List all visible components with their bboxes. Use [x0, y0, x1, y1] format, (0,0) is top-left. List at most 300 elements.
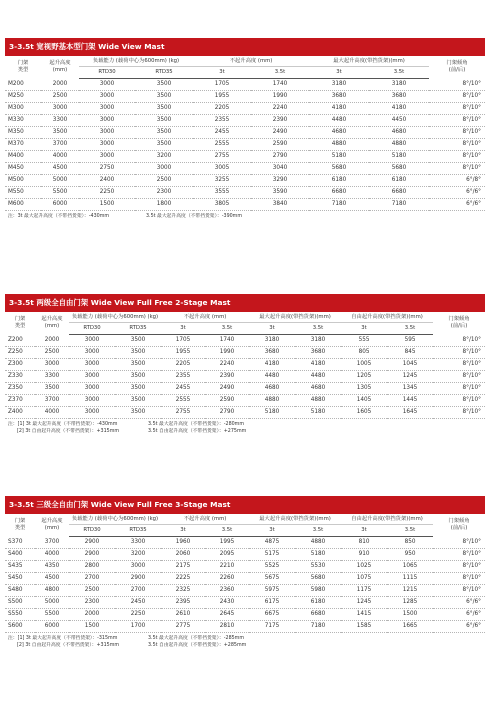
- table-cell: 1175: [341, 585, 387, 597]
- table-cell: 2590: [251, 139, 309, 151]
- table-cell: 4480: [249, 371, 295, 383]
- table-cell: 4180: [249, 359, 295, 371]
- table-cell: 910: [341, 549, 387, 561]
- col-3t: 3t: [161, 323, 205, 335]
- table-cell: 3000: [115, 561, 161, 573]
- table-cell: 2000: [69, 609, 115, 621]
- table-row: [5, 199, 485, 211]
- mast-type-cell: S500: [5, 597, 35, 609]
- table-cell: 4000: [41, 151, 79, 163]
- table-cell: 1415: [341, 609, 387, 621]
- table-cell: 4880: [369, 139, 429, 151]
- table-cell: 2755: [161, 407, 205, 419]
- table-cell: 2700: [115, 585, 161, 597]
- table-cell: 2210: [205, 561, 249, 573]
- table-cell: 2395: [161, 597, 205, 609]
- note: 3.5t 最大起升高度（不带挡货架）：-280mm: [148, 422, 245, 427]
- col-capacity: 负载能力 (载荷中心为600mm) (kg): [71, 515, 159, 522]
- table-cell: 2900: [69, 549, 115, 561]
- table-cell: 3500: [115, 359, 161, 371]
- table-cell: 5180: [309, 151, 369, 163]
- col-rtd30: RTD30: [69, 323, 115, 335]
- table-cell: 950: [387, 549, 433, 561]
- table-cell: 4880: [249, 395, 295, 407]
- table-cell: 5500: [35, 609, 69, 621]
- table-cell: 3680: [309, 91, 369, 103]
- note: 注：3t 最大起升高度（不带挡货架）：-430mm: [8, 214, 110, 219]
- table-cell: 2095: [205, 549, 249, 561]
- table-cell: 1740: [205, 335, 249, 347]
- mast-type-cell: Z300: [5, 359, 35, 371]
- table-cell: 3500: [135, 79, 193, 91]
- col-max-height: 最大起升高度(带挡货架)(mm): [259, 313, 331, 320]
- col-max-height: 最大起升高度(带挡货架)(mm): [259, 515, 331, 522]
- basic-mast-table: [5, 56, 485, 211]
- table-cell: 4480: [295, 371, 341, 383]
- section-title: 3-3.5t 两级全自由门架 Wide View Full Free 2-Stage Mast: [5, 294, 485, 312]
- mast-type-cell: Z350: [5, 383, 35, 395]
- col-max-height: 最大起升高度(带挡货架)(mm): [333, 57, 405, 64]
- table-cell: 4180: [369, 103, 429, 115]
- full-free-3-stage-table: [5, 514, 485, 633]
- table-cell: 2555: [193, 139, 251, 151]
- table-cell: 3500: [135, 91, 193, 103]
- mast-type-cell: M350: [5, 127, 41, 139]
- mast-type-cell: S480: [5, 585, 35, 597]
- table-cell: 1800: [135, 199, 193, 211]
- table-cell: 850: [387, 537, 433, 549]
- col-lowered-height: 不起升高度 (mm): [183, 313, 227, 320]
- table-cell: 8°/10°: [433, 383, 485, 395]
- table-cell: 3000: [79, 91, 135, 103]
- table-cell: 1205: [341, 371, 387, 383]
- col-free-lift: 自由起升高度(带挡货架)(mm): [351, 515, 423, 522]
- table-cell: 2490: [205, 383, 249, 395]
- table-cell: 1215: [387, 585, 433, 597]
- table-cell: 6°/6°: [433, 597, 485, 609]
- table-cell: 3555: [193, 187, 251, 199]
- col-3-5t: 3.5t: [387, 525, 433, 537]
- mast-type-cell: M300: [5, 103, 41, 115]
- col-capacity: 负载能力 (载荷中心为600mm) (kg): [92, 57, 180, 64]
- table-cell: 1705: [161, 335, 205, 347]
- table-cell: 1990: [251, 91, 309, 103]
- table-body: [5, 335, 485, 419]
- col-rtd30: RTD30: [79, 67, 135, 79]
- table-cell: 6675: [249, 609, 295, 621]
- table-cell: 2490: [251, 127, 309, 139]
- table-cell: 3000: [79, 127, 135, 139]
- table-cell: 6680: [295, 609, 341, 621]
- col-type: 门架 类型: [14, 316, 26, 330]
- notes: [5, 635, 485, 649]
- col-type: 门架 类型: [17, 60, 29, 74]
- mast-type-cell: Z400: [5, 407, 35, 419]
- table-row: [5, 151, 485, 163]
- col-free-lift: 自由起升高度(带挡货架)(mm): [351, 313, 423, 320]
- table-row: [5, 103, 485, 115]
- note: 3.5t 最大起升高度（不带挡货架）：-285mm: [148, 636, 245, 641]
- table-row: [5, 609, 485, 621]
- table-cell: 5675: [249, 573, 295, 585]
- table-cell: 3680: [369, 91, 429, 103]
- table-cell: 3500: [135, 115, 193, 127]
- table-cell: 2500: [69, 585, 115, 597]
- table-cell: 2455: [161, 383, 205, 395]
- table-cell: 2450: [115, 597, 161, 609]
- table-cell: 3000: [79, 139, 135, 151]
- table-row: [5, 371, 485, 383]
- table-cell: 4000: [35, 549, 69, 561]
- table-cell: 1665: [387, 621, 433, 633]
- mast-type-cell: M400: [5, 151, 41, 163]
- table-cell: 1445: [387, 395, 433, 407]
- table-cell: 8°/10°: [429, 127, 485, 139]
- col-3t: 3t: [341, 323, 387, 335]
- mast-type-cell: Z200: [5, 335, 35, 347]
- table-cell: 4680: [369, 127, 429, 139]
- table-cell: 3000: [79, 115, 135, 127]
- table-cell: 595: [387, 335, 433, 347]
- table-row: [5, 187, 485, 199]
- note: 3.5t 最大起升高度（不带挡货架）：-390mm: [146, 214, 243, 219]
- table-cell: 3680: [295, 347, 341, 359]
- col-lift-height: 起升高度 (mm): [41, 316, 63, 330]
- section-title: 3-3.5t 三级全自由门架 Wide View Full Free 3-Stage Mast: [5, 496, 485, 514]
- table-cell: 8°/10°: [433, 537, 485, 549]
- table-cell: 8°/10°: [429, 91, 485, 103]
- table-cell: 1955: [193, 91, 251, 103]
- table-cell: 2750: [79, 163, 135, 175]
- table-cell: 5180: [295, 549, 341, 561]
- table-cell: 2240: [251, 103, 309, 115]
- table-cell: 4480: [309, 115, 369, 127]
- table-cell: 555: [341, 335, 387, 347]
- mast-type-cell: M500: [5, 175, 41, 187]
- mast-type-cell: S550: [5, 609, 35, 621]
- col-3t: 3t: [161, 525, 205, 537]
- table-cell: 8°/10°: [433, 407, 485, 419]
- table-cell: 2390: [251, 115, 309, 127]
- table-cell: 3000: [69, 347, 115, 359]
- table-cell: 3300: [41, 115, 79, 127]
- mast-type-cell: Z330: [5, 371, 35, 383]
- table-row: [5, 127, 485, 139]
- table-cell: 3000: [79, 151, 135, 163]
- table-cell: 6000: [41, 199, 79, 211]
- table-row: [5, 561, 485, 573]
- table-cell: 8°/10°: [433, 549, 485, 561]
- table-cell: 2400: [79, 175, 135, 187]
- mast-type-cell: S450: [5, 573, 35, 585]
- table-cell: 5000: [35, 597, 69, 609]
- table-cell: 3500: [35, 383, 69, 395]
- table-row: [5, 549, 485, 561]
- table-body: [5, 79, 485, 211]
- table-cell: 3680: [249, 347, 295, 359]
- table-cell: 3180: [295, 335, 341, 347]
- table-cell: 2390: [205, 371, 249, 383]
- section-title: 3-3.5t 宽视野基本型门架 Wide View Mast: [5, 38, 485, 56]
- table-cell: 1305: [341, 383, 387, 395]
- table-cell: 4000: [35, 407, 69, 419]
- table-cell: 6680: [309, 187, 369, 199]
- table-cell: 8°/10°: [433, 561, 485, 573]
- table-cell: 7180: [309, 199, 369, 211]
- table-cell: 8°/10°: [433, 359, 485, 371]
- table-cell: 3000: [79, 79, 135, 91]
- table-cell: 1605: [341, 407, 387, 419]
- table-cell: 5180: [369, 151, 429, 163]
- table-cell: 2500: [35, 347, 69, 359]
- col-3t: 3t: [249, 323, 295, 335]
- table-cell: 1960: [161, 537, 205, 549]
- table-cell: 1500: [79, 199, 135, 211]
- table-row: [5, 91, 485, 103]
- table-cell: 3500: [115, 347, 161, 359]
- notes: [5, 421, 485, 435]
- col-3t: 3t: [249, 525, 295, 537]
- table-cell: 5180: [249, 407, 295, 419]
- table-cell: 5680: [369, 163, 429, 175]
- table-cell: 2225: [161, 573, 205, 585]
- table-cell: 7180: [295, 621, 341, 633]
- col-rtd35: RTD35: [115, 525, 161, 537]
- table-cell: 8°/10°: [429, 103, 485, 115]
- table-cell: 2700: [69, 573, 115, 585]
- table-cell: 3300: [115, 537, 161, 549]
- table-cell: 3200: [115, 549, 161, 561]
- table-cell: 2260: [205, 573, 249, 585]
- col-3-5t: 3.5t: [295, 525, 341, 537]
- table-cell: 1700: [115, 621, 161, 633]
- mast-type-cell: M200: [5, 79, 41, 91]
- table-cell: 3500: [135, 103, 193, 115]
- table-cell: 2175: [161, 561, 205, 573]
- col-3t: 3t: [309, 67, 369, 79]
- table-cell: 3300: [35, 371, 69, 383]
- col-lift-height: 起升高度 (mm): [49, 60, 71, 74]
- table-row: [5, 335, 485, 347]
- note: [2] 3t 自由起升高度（不带挡货架）：+315mm: [17, 643, 120, 648]
- table-cell: 2755: [193, 151, 251, 163]
- table-cell: 4880: [295, 395, 341, 407]
- table-cell: 3700: [35, 537, 69, 549]
- table-cell: 4875: [249, 537, 295, 549]
- table-cell: 2300: [69, 597, 115, 609]
- table-cell: 1990: [205, 347, 249, 359]
- table-cell: 2250: [79, 187, 135, 199]
- table-cell: 3200: [135, 151, 193, 163]
- table-cell: 6°/6°: [433, 609, 485, 621]
- col-capacity: 负载能力 (载荷中心为600mm) (kg): [71, 313, 159, 320]
- table-row: [5, 407, 485, 419]
- col-3-5t: 3.5t: [387, 323, 433, 335]
- mast-type-cell: M600: [5, 199, 41, 211]
- table-cell: 3590: [251, 187, 309, 199]
- table-cell: 5525: [249, 561, 295, 573]
- mast-type-cell: Z250: [5, 347, 35, 359]
- table-cell: 8°/10°: [429, 151, 485, 163]
- table-cell: 2800: [69, 561, 115, 573]
- note: 注：[1] 3t 最大起升高度（不带挡货架）：-430mm: [8, 422, 118, 427]
- table-cell: 1955: [161, 347, 205, 359]
- table-cell: 1115: [387, 573, 433, 585]
- col-rtd30: RTD30: [69, 525, 115, 537]
- table-cell: 2060: [161, 549, 205, 561]
- table-cell: 2810: [205, 621, 249, 633]
- table-cell: 8°/10°: [433, 395, 485, 407]
- table-cell: 2205: [193, 103, 251, 115]
- table-cell: 3000: [69, 359, 115, 371]
- mast-type-cell: M450: [5, 163, 41, 175]
- table-cell: 5000: [41, 175, 79, 187]
- table-cell: 5500: [41, 187, 79, 199]
- table-cell: 2775: [161, 621, 205, 633]
- table-cell: 2000: [35, 335, 69, 347]
- table-row: [5, 597, 485, 609]
- table-cell: 3700: [41, 139, 79, 151]
- table-cell: 1075: [341, 573, 387, 585]
- table-cell: 1500: [387, 609, 433, 621]
- table-cell: 1245: [387, 371, 433, 383]
- table-cell: 3000: [135, 163, 193, 175]
- table-cell: 5175: [249, 549, 295, 561]
- table-cell: 1705: [193, 79, 251, 91]
- table-cell: 8°/10°: [433, 585, 485, 597]
- table-row: [5, 79, 485, 91]
- table-cell: 3000: [69, 335, 115, 347]
- table-cell: 8°/10°: [429, 139, 485, 151]
- table-cell: 8°/10°: [429, 79, 485, 91]
- table-cell: 3500: [115, 407, 161, 419]
- table-cell: 8°/10°: [429, 115, 485, 127]
- section-basic-mast: [5, 38, 485, 220]
- col-rtd35: RTD35: [135, 67, 193, 79]
- table-cell: 2000: [41, 79, 79, 91]
- table-cell: 2610: [161, 609, 205, 621]
- col-lowered-height: 不起升高度 (mm): [183, 515, 227, 522]
- table-cell: 2455: [193, 127, 251, 139]
- col-lowered-height: 不起升高度 (mm): [229, 57, 273, 64]
- table-row: [5, 573, 485, 585]
- col-tilt: 门架倾角 (前/后): [446, 60, 468, 74]
- table-cell: 6°/8°: [429, 175, 485, 187]
- table-cell: 3500: [135, 127, 193, 139]
- table-row: [5, 163, 485, 175]
- table-cell: 2900: [115, 573, 161, 585]
- table-cell: 8°/10°: [429, 163, 485, 175]
- table-cell: 2555: [161, 395, 205, 407]
- col-rtd35: RTD35: [115, 323, 161, 335]
- table-cell: 4680: [295, 383, 341, 395]
- table-cell: 1740: [251, 79, 309, 91]
- table-cell: 2430: [205, 597, 249, 609]
- mast-type-cell: M370: [5, 139, 41, 151]
- table-cell: 3500: [115, 383, 161, 395]
- mast-type-cell: Z370: [5, 395, 35, 407]
- table-cell: 3000: [79, 103, 135, 115]
- col-3-5t: 3.5t: [205, 525, 249, 537]
- table-cell: 3500: [135, 139, 193, 151]
- table-cell: 3000: [69, 371, 115, 383]
- table-cell: 1045: [387, 359, 433, 371]
- table-cell: 6°/6°: [429, 199, 485, 211]
- table-row: [5, 395, 485, 407]
- mast-type-cell: S600: [5, 621, 35, 633]
- table-row: [5, 175, 485, 187]
- table-cell: 5530: [295, 561, 341, 573]
- table-row: [5, 139, 485, 151]
- table-cell: 3500: [115, 371, 161, 383]
- mast-type-cell: S435: [5, 561, 35, 573]
- col-3-5t: 3.5t: [205, 323, 249, 335]
- full-free-2-stage-table: [5, 312, 485, 419]
- table-cell: 2900: [69, 537, 115, 549]
- section-full-free-3-stage: [5, 496, 485, 649]
- table-cell: 3700: [35, 395, 69, 407]
- table-cell: 2500: [135, 175, 193, 187]
- mast-type-cell: M250: [5, 91, 41, 103]
- table-cell: 3000: [35, 359, 69, 371]
- table-row: [5, 383, 485, 395]
- mast-type-cell: M550: [5, 187, 41, 199]
- table-cell: 2360: [205, 585, 249, 597]
- table-cell: 7175: [249, 621, 295, 633]
- mast-type-cell: S370: [5, 537, 35, 549]
- table-cell: 1585: [341, 621, 387, 633]
- table-cell: 4880: [309, 139, 369, 151]
- table-cell: 4180: [295, 359, 341, 371]
- note: 注：[1] 3t 最大起升高度（不带挡货架）：-315mm: [8, 636, 118, 641]
- table-cell: 4800: [35, 585, 69, 597]
- table-row: [5, 347, 485, 359]
- table-cell: 2205: [161, 359, 205, 371]
- table-cell: 5980: [295, 585, 341, 597]
- col-tilt: 门架倾角 (前/后): [448, 316, 470, 330]
- notes: [5, 213, 485, 220]
- table-row: [5, 621, 485, 633]
- table-cell: 1025: [341, 561, 387, 573]
- table-cell: 8°/10°: [433, 335, 485, 347]
- table-cell: 3000: [69, 395, 115, 407]
- table-cell: 1345: [387, 383, 433, 395]
- table-cell: 4180: [309, 103, 369, 115]
- col-3-5t: 3.5t: [369, 67, 429, 79]
- table-cell: 2790: [205, 407, 249, 419]
- table-cell: 2300: [135, 187, 193, 199]
- table-cell: 6°/6°: [429, 187, 485, 199]
- table-cell: 3500: [115, 395, 161, 407]
- col-type: 门架 类型: [14, 518, 26, 532]
- table-cell: 2590: [205, 395, 249, 407]
- table-cell: 2645: [205, 609, 249, 621]
- table-cell: 8°/10°: [433, 347, 485, 359]
- table-cell: 4500: [41, 163, 79, 175]
- table-cell: 8°/10°: [433, 371, 485, 383]
- col-3-5t: 3.5t: [295, 323, 341, 335]
- table-cell: 5680: [309, 163, 369, 175]
- table-cell: 7180: [369, 199, 429, 211]
- mast-type-cell: M330: [5, 115, 41, 127]
- table-cell: 805: [341, 347, 387, 359]
- table-cell: 3040: [251, 163, 309, 175]
- table-cell: 5680: [295, 573, 341, 585]
- table-cell: 4350: [35, 561, 69, 573]
- col-lift-height: 起升高度 (mm): [41, 518, 63, 532]
- note: 3.5t 自由起升高度（不带挡货架）：+275mm: [148, 429, 247, 434]
- note: 3.5t 自由起升高度（不带挡货架）：+285mm: [148, 643, 247, 648]
